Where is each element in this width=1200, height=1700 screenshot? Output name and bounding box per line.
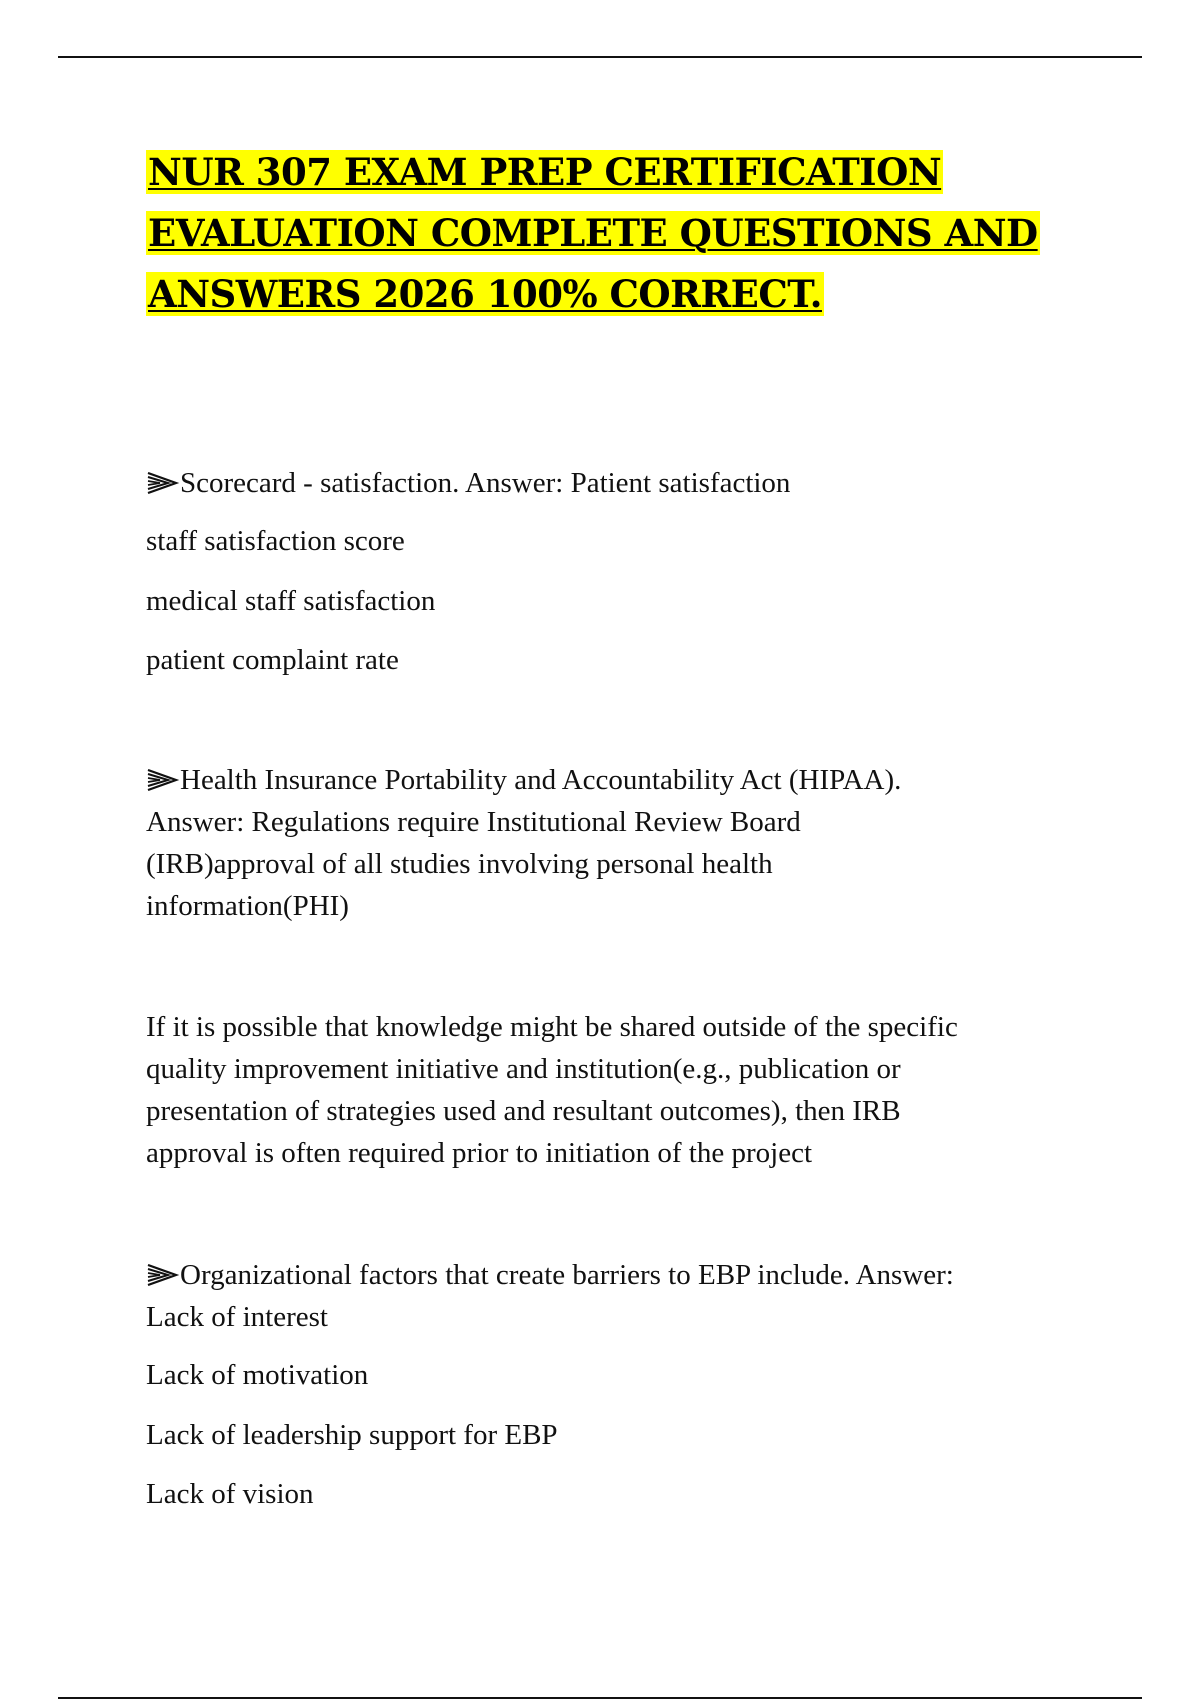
paragraph-line-1: If it is possible that knowledge might be shared outside of the specific bbox=[146, 1011, 958, 1043]
q2-line-2: Answer: Regulations require Institutional Review Board bbox=[146, 806, 801, 838]
bullet-arrow-icon bbox=[146, 769, 180, 791]
paragraph-line-2: quality improvement initiative and institution(e.g., publication or bbox=[146, 1053, 901, 1085]
irb-paragraph bbox=[146, 1006, 1106, 1174]
bullet-arrow-icon bbox=[146, 472, 180, 494]
paragraph-line-4: approval is often required prior to initiation of the project bbox=[146, 1137, 812, 1169]
q1-answer-1: staff satisfaction score bbox=[146, 525, 405, 557]
q2-block bbox=[146, 759, 1106, 927]
q3-block bbox=[146, 1254, 1106, 1338]
q3-line-2: Lack of interest bbox=[146, 1301, 328, 1333]
top-rule bbox=[58, 56, 1142, 58]
title-line-2: EVALUATION COMPLETE QUESTIONS AND bbox=[148, 211, 1038, 255]
q1-prompt bbox=[146, 462, 1106, 504]
title-line-1: NUR 307 EXAM PREP CERTIFICATION bbox=[148, 150, 942, 194]
bullet-arrow-icon bbox=[146, 1264, 180, 1286]
q3-answer-3: Lack of vision bbox=[146, 1478, 314, 1510]
q1-prompt-text: Scorecard - satisfaction. Answer: Patient satisfaction bbox=[180, 467, 791, 499]
title-line-3: ANSWERS 2026 100% CORRECT. bbox=[148, 272, 822, 316]
paragraph-line-3: presentation of strategies used and resultant outcomes), then IRB bbox=[146, 1095, 901, 1127]
bottom-rule bbox=[58, 1697, 1142, 1699]
q3-line-1: Organizational factors that create barriers to EBP include. Answer: bbox=[180, 1259, 954, 1291]
q1-answer-2: medical staff satisfaction bbox=[146, 585, 436, 617]
q2-line-3: (IRB)approval of all studies involving personal health bbox=[146, 848, 773, 880]
q3-answer-1: Lack of motivation bbox=[146, 1359, 369, 1391]
q2-line-4: information(PHI) bbox=[146, 890, 349, 922]
document-title bbox=[146, 142, 1106, 325]
q1-answer-3: patient complaint rate bbox=[146, 644, 399, 676]
q2-line-1: Health Insurance Portability and Accountability Act (HIPAA). bbox=[180, 764, 902, 796]
q3-answer-2: Lack of leadership support for EBP bbox=[146, 1419, 558, 1451]
